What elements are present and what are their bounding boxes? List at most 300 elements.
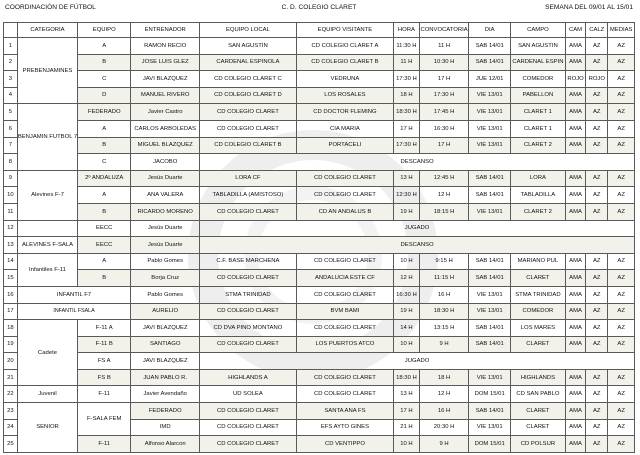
table-row xyxy=(4,386,635,403)
campo-cell: LORA xyxy=(510,170,565,187)
hora-cell: 21 H xyxy=(394,419,419,436)
entrenador-cell: JOSE LUIS GLEZ xyxy=(131,54,200,71)
calz-cell: AZ xyxy=(586,303,608,320)
category-cell-infantil-fsala: INFANTIL FSALA xyxy=(17,303,130,320)
medias-cell: AZ xyxy=(608,170,635,187)
table-row xyxy=(4,71,635,88)
dia-cell: SAB 14/01 xyxy=(469,320,510,337)
row-number: 3 xyxy=(4,71,18,88)
row-number: 8 xyxy=(4,154,18,171)
campo-cell: LOS MARES xyxy=(510,320,565,337)
column-header-hora: HORA xyxy=(394,23,419,38)
row-number: 7 xyxy=(4,137,18,154)
category-cell-prebenjamines: PREBENJAMINES xyxy=(17,38,77,104)
visitor-team-cell: CD DOCTOR FLEMING xyxy=(296,104,394,121)
visitor-team-cell: CD COLEGIO CLARET B xyxy=(296,54,394,71)
visitor-team-cell: CD COLEGIO CLARET xyxy=(296,170,394,187)
convocatoria-cell: 17:30 H xyxy=(419,87,469,104)
medias-cell: AZ xyxy=(608,303,635,320)
table-row xyxy=(4,104,635,121)
category-cell-infantiles-f11: Infantiles F-11 xyxy=(17,253,77,286)
medias-cell: AZ xyxy=(608,54,635,71)
local-team-cell: LORA CF xyxy=(200,170,297,187)
equipo-cell: FEDERADO xyxy=(78,104,131,121)
entrenador-cell: Pablo Gomes xyxy=(131,253,200,270)
calz-cell: AZ xyxy=(586,170,608,187)
local-team-cell: CD COLEGIO CLARET xyxy=(200,403,297,420)
column-header-equipo: EQUIPO xyxy=(78,23,131,38)
equipo-cell: A xyxy=(78,38,131,55)
campo-cell: HIGHLANDS xyxy=(510,369,565,386)
visitor-team-cell: ANDALUCIA ESTE CF xyxy=(296,270,394,287)
hora-cell: 19 H xyxy=(394,303,419,320)
medias-cell: AZ xyxy=(608,38,635,55)
convocatoria-cell: 17 H xyxy=(419,71,469,88)
match-status-note: DESCANSO xyxy=(200,154,635,171)
cam-cell: AMA xyxy=(565,187,585,204)
cam-cell: AMA xyxy=(565,303,585,320)
equipo-cell: F-11 xyxy=(78,386,131,403)
calz-cell: AZ xyxy=(586,137,608,154)
convocatoria-cell: 18 H xyxy=(419,369,469,386)
dia-cell: VIE 13/01 xyxy=(469,303,510,320)
calz-cell: AZ xyxy=(586,87,608,104)
column-header-campo: CAMPO xyxy=(510,23,565,38)
medias-cell: AZ xyxy=(608,419,635,436)
medias-cell: AZ xyxy=(608,253,635,270)
visitor-team-cell: CIA MARIA xyxy=(296,120,394,137)
calz-cell: AZ xyxy=(586,104,608,121)
convocatoria-cell: 12 H xyxy=(419,187,469,204)
table-row xyxy=(4,253,635,270)
cam-cell: AMA xyxy=(565,403,585,420)
campo-cell: CLARET 1 xyxy=(510,104,565,121)
entrenador-cell: Javier Castro xyxy=(131,104,200,121)
hora-cell: 14 H xyxy=(394,320,419,337)
campo-cell: MARIANO PUL xyxy=(510,253,565,270)
medias-cell: AZ xyxy=(608,369,635,386)
campo-cell: CLARET 1 xyxy=(510,120,565,137)
local-team-cell: CD COLEGIO CLARET C xyxy=(200,71,297,88)
equipo-cell: A xyxy=(78,187,131,204)
entrenador-cell: RAMON RECIO xyxy=(131,38,200,55)
table-row xyxy=(4,403,635,420)
match-status-note: JUGADO xyxy=(200,220,635,237)
visitor-team-cell: VEDRUNA xyxy=(296,71,394,88)
row-number: 22 xyxy=(4,386,18,403)
visitor-team-cell: CD COLEGIO CLARET xyxy=(296,187,394,204)
calz-cell: ROJO xyxy=(586,71,608,88)
row-number: 10 xyxy=(4,187,18,204)
sheet-header xyxy=(3,4,635,16)
hora-cell: 10 H xyxy=(394,336,419,353)
entrenador-cell: ANA VALERA xyxy=(131,187,200,204)
calz-cell: AZ xyxy=(586,203,608,220)
row-number: 15 xyxy=(4,270,18,287)
equipo-cell: B xyxy=(78,270,131,287)
visitor-team-cell: CD COLEGIO CLARET xyxy=(296,320,394,337)
convocatoria-cell: 18:30 H xyxy=(419,303,469,320)
column-header-convocatoria: CONVOCATORIA xyxy=(419,23,469,38)
category-cell-infantil-f7: INFANTIL F7 xyxy=(17,286,130,303)
equipo-cell: F-11 B xyxy=(78,336,131,353)
campo-cell: CD POLSUR xyxy=(510,436,565,453)
column-header-categoria: CATEGORIA xyxy=(17,23,77,38)
cam-cell: AMA xyxy=(565,104,585,121)
local-team-cell: HIGHLANDS A xyxy=(200,369,297,386)
header-week-range: SEMANA DEL 09/01 AL 15/01 xyxy=(545,4,633,11)
visitor-team-cell: BVM BAMI xyxy=(296,303,394,320)
medias-cell: AZ xyxy=(608,386,635,403)
table-row xyxy=(4,270,635,287)
column-header-entrenador: ENTRENADOR xyxy=(131,23,200,38)
medias-cell: AZ xyxy=(608,403,635,420)
calz-cell: AZ xyxy=(586,419,608,436)
hora-cell: 17 H xyxy=(394,403,419,420)
dia-cell: SAB 14/01 xyxy=(469,403,510,420)
medias-cell: AZ xyxy=(608,320,635,337)
entrenador-cell: Jesús Duarte xyxy=(131,170,200,187)
cam-cell: AMA xyxy=(565,369,585,386)
dia-cell: VIE 13/01 xyxy=(469,203,510,220)
visitor-team-cell: SANTA ANA FS xyxy=(296,403,394,420)
dia-cell: SAB 14/01 xyxy=(469,253,510,270)
visitor-team-cell: CD COLEGIO CLARET xyxy=(296,253,394,270)
equipo-cell: FS B xyxy=(78,369,131,386)
local-team-cell: CD COLEGIO CLARET xyxy=(200,303,297,320)
category-cell-benjamin: BENJAMIN FUTBOL 7 xyxy=(17,104,77,170)
row-number: 17 xyxy=(4,303,18,320)
row-number: 13 xyxy=(4,237,18,254)
hora-cell: 12 H xyxy=(394,270,419,287)
local-team-cell: CD COLEGIO CLARET xyxy=(200,336,297,353)
cam-cell: ROJO xyxy=(565,71,585,88)
visitor-team-cell: CD COLEGIO CLARET A xyxy=(296,38,394,55)
table-row xyxy=(4,187,635,204)
table-row xyxy=(4,170,635,187)
dia-cell: SAB 14/01 xyxy=(469,270,510,287)
dia-cell: SAB 14/01 xyxy=(469,336,510,353)
row-number: 9 xyxy=(4,170,18,187)
column-header-cam: CAM xyxy=(565,23,585,38)
medias-cell: AZ xyxy=(608,87,635,104)
equipo-cell: C xyxy=(78,154,131,171)
entrenador-cell: Borja Cruz xyxy=(131,270,200,287)
convocatoria-cell: 12 H xyxy=(419,386,469,403)
cam-cell: AMA xyxy=(565,170,585,187)
medias-cell: AZ xyxy=(608,270,635,287)
hora-cell: 19 H xyxy=(394,203,419,220)
hora-cell: 11:30 H xyxy=(394,38,419,55)
convocatoria-cell: 9 H xyxy=(419,436,469,453)
local-team-cell: CD COLEGIO CLARET xyxy=(200,270,297,287)
calz-cell: AZ xyxy=(586,336,608,353)
category-cell-cadete: Cadete xyxy=(17,320,77,386)
row-number: 24 xyxy=(4,419,18,436)
local-team-cell: CD COLEGIO CLARET xyxy=(200,203,297,220)
row-number: 20 xyxy=(4,353,18,370)
cam-cell: AMA xyxy=(565,386,585,403)
visitor-team-cell: CD VENTIPPO xyxy=(296,436,394,453)
table-row xyxy=(4,38,635,55)
calz-cell: AZ xyxy=(586,253,608,270)
equipo-cell: FS A xyxy=(78,353,131,370)
dia-cell: DOM 15/01 xyxy=(469,436,510,453)
equipo-cell: A xyxy=(78,253,131,270)
hora-cell: 13 H xyxy=(394,386,419,403)
schedule-table xyxy=(3,22,635,453)
table-row xyxy=(4,54,635,71)
dia-cell: JUE 12/01 xyxy=(469,71,510,88)
equipo-cell: F-11 xyxy=(78,436,131,453)
entrenador-cell: CARLOS ARBOLEDAS xyxy=(131,120,200,137)
row-number: 11 xyxy=(4,203,18,220)
campo-cell: STMA TRINIDAD xyxy=(510,286,565,303)
table-row xyxy=(4,320,635,337)
cam-cell: AMA xyxy=(565,320,585,337)
equipo-group-fsala-fem: F-SALA FEM xyxy=(78,403,131,436)
calz-cell: AZ xyxy=(586,270,608,287)
dia-cell: VIE 13/01 xyxy=(469,369,510,386)
campo-cell: CLARET xyxy=(510,270,565,287)
category-cell-juvenil: Juvenil xyxy=(17,386,77,403)
hora-cell: 12:30 H xyxy=(394,187,419,204)
row-number: 19 xyxy=(4,336,18,353)
entrenador-cell: JAVI BLAZQUEZ xyxy=(131,353,200,370)
entrenador-cell: Pablo Gomes xyxy=(131,286,200,303)
visitor-team-cell: CD COLEGIO CLARET xyxy=(296,369,394,386)
table-row xyxy=(4,87,635,104)
table-row xyxy=(4,353,635,370)
equipo-cell: B xyxy=(78,137,131,154)
calz-cell: AZ xyxy=(586,187,608,204)
local-team-cell: SAN AGUSTIN xyxy=(200,38,297,55)
dia-cell: DOM 15/01 xyxy=(469,386,510,403)
visitor-team-cell: LOS ROSALES xyxy=(296,87,394,104)
row-number: 21 xyxy=(4,369,18,386)
calz-cell: AZ xyxy=(586,369,608,386)
medias-cell: AZ xyxy=(608,71,635,88)
column-header-calz: CALZ xyxy=(586,23,608,38)
calz-cell: AZ xyxy=(586,386,608,403)
column-header-dia: DIA xyxy=(469,23,510,38)
local-team-cell: CARDENAL ESPINOLA xyxy=(200,54,297,71)
cam-cell: AMA xyxy=(565,137,585,154)
calz-cell: AZ xyxy=(586,436,608,453)
entrenador-cell: AURELIO xyxy=(131,303,200,320)
hora-cell: 13 H xyxy=(394,170,419,187)
match-status-note: JUGADO xyxy=(200,353,635,370)
convocatoria-cell: 9 H xyxy=(419,336,469,353)
cam-cell: AMA xyxy=(565,436,585,453)
dia-cell: VIE 13/01 xyxy=(469,87,510,104)
hora-cell: 17 H xyxy=(394,120,419,137)
dia-cell: VIE 13/01 xyxy=(469,286,510,303)
entrenador-cell: MIGUEL BLAZQUEZ xyxy=(131,137,200,154)
table-row xyxy=(4,237,635,254)
cam-cell: AMA xyxy=(565,38,585,55)
hora-cell: 10 H xyxy=(394,253,419,270)
hora-cell: 10 H xyxy=(394,436,419,453)
category-cell-senior: SENIOR xyxy=(17,403,77,453)
visitor-team-cell: CD COLEGIO CLARET xyxy=(296,386,394,403)
hora-cell: 17:30 H xyxy=(394,71,419,88)
equipo-cell: EECC xyxy=(78,220,131,237)
convocatoria-cell: 11:15 H xyxy=(419,270,469,287)
table-header-row xyxy=(4,23,635,38)
hora-cell: 11 H xyxy=(394,54,419,71)
medias-cell: AZ xyxy=(608,120,635,137)
table-row xyxy=(4,137,635,154)
category-cell-alevines-fsala: ALEVINES F-SALA xyxy=(17,237,77,254)
campo-cell: CARDENAL ESPIN xyxy=(510,54,565,71)
cam-cell: AMA xyxy=(565,203,585,220)
local-team-cell: C.F. BASE MARCHENA xyxy=(200,253,297,270)
dia-cell: SAB 14/01 xyxy=(469,170,510,187)
calz-cell: AZ xyxy=(586,403,608,420)
hora-cell: 18:30 H xyxy=(394,104,419,121)
local-team-cell: STMA TRINIDAD xyxy=(200,286,297,303)
convocatoria-cell: 16:30 H xyxy=(419,120,469,137)
entrenador-cell: JUAN PABLO R. xyxy=(131,369,200,386)
convocatoria-cell: 16 H xyxy=(419,286,469,303)
calz-cell: AZ xyxy=(586,286,608,303)
convocatoria-cell: 16 H xyxy=(419,403,469,420)
table-row xyxy=(4,220,635,237)
medias-cell: AZ xyxy=(608,336,635,353)
convocatoria-cell: 13:15 H xyxy=(419,320,469,337)
cam-cell: AMA xyxy=(565,270,585,287)
row-number: 25 xyxy=(4,436,18,453)
campo-cell: CLARET 2 xyxy=(510,137,565,154)
row-number: 1 xyxy=(4,38,18,55)
calz-cell: AZ xyxy=(586,38,608,55)
local-team-cell: CD COLEGIO CLARET xyxy=(200,104,297,121)
cam-cell: AMA xyxy=(565,336,585,353)
campo-cell: CLARET xyxy=(510,336,565,353)
entrenador-cell: Alfonso Alarcon xyxy=(131,436,200,453)
dia-cell: VIE 13/01 xyxy=(469,104,510,121)
table-row xyxy=(4,336,635,353)
hora-cell: 17:30 H xyxy=(394,137,419,154)
row-number: 12 xyxy=(4,220,18,237)
hora-cell: 16:30 H xyxy=(394,286,419,303)
campo-cell: TABLADILLA xyxy=(510,187,565,204)
campo-cell: CD SAN PABLO xyxy=(510,386,565,403)
cam-cell: AMA xyxy=(565,54,585,71)
column-header-number xyxy=(4,23,18,38)
campo-cell: COMEDOR xyxy=(510,303,565,320)
local-team-cell: CD COLEGIO CLARET D xyxy=(200,87,297,104)
dia-cell: SAB 14/01 xyxy=(469,54,510,71)
table-row xyxy=(4,369,635,386)
row-number: 16 xyxy=(4,286,18,303)
equipo-cell: EECC xyxy=(78,237,131,254)
cam-cell: AMA xyxy=(565,253,585,270)
entrenador-cell: RICARDO MORENO xyxy=(131,203,200,220)
column-header-medias: MEDIAS xyxy=(608,23,635,38)
medias-cell: AZ xyxy=(608,187,635,204)
medias-cell: AZ xyxy=(608,286,635,303)
column-header-equipo-visitante: EQUIPO VISITANTE xyxy=(296,23,394,38)
visitor-team-cell: CD AN ANDALUS B xyxy=(296,203,394,220)
table-row xyxy=(4,436,635,453)
convocatoria-cell: 10:30 H xyxy=(419,54,469,71)
dia-cell: SAB 14/01 xyxy=(469,38,510,55)
local-team-cell: CD COLEGIO CLARET B xyxy=(200,137,297,154)
entrenador-cell: IMD xyxy=(131,419,200,436)
dia-cell: VIE 13/01 xyxy=(469,137,510,154)
local-team-cell: CD COLEGIO CLARET xyxy=(200,419,297,436)
equipo-cell: 2º ANDALUZA xyxy=(78,170,131,187)
header-center-title: C. D. COLEGIO CLARET xyxy=(281,4,357,11)
convocatoria-cell: 9:15 H xyxy=(419,253,469,270)
row-number: 2 xyxy=(4,54,18,71)
cam-cell: AMA xyxy=(565,87,585,104)
equipo-cell: B xyxy=(78,54,131,71)
local-team-cell: CD COLEGIO CLARET xyxy=(200,436,297,453)
medias-cell: AZ xyxy=(608,104,635,121)
equipo-cell: A xyxy=(78,120,131,137)
row-number: 6 xyxy=(4,120,18,137)
entrenador-cell: FEDERADO xyxy=(131,403,200,420)
entrenador-cell: JAVI BLAZQUEZ xyxy=(131,71,200,88)
visitor-team-cell: CD COLEGIO CLARET xyxy=(296,286,394,303)
convocatoria-cell: 12:45 H xyxy=(419,170,469,187)
table-row xyxy=(4,120,635,137)
column-header-equipo-local: EQUIPO LOCAL xyxy=(200,23,297,38)
local-team-cell: UD SOLEA xyxy=(200,386,297,403)
equipo-cell: F-11 A xyxy=(78,320,131,337)
medias-cell: AZ xyxy=(608,436,635,453)
entrenador-cell: Javier Avendaño xyxy=(131,386,200,403)
calz-cell: AZ xyxy=(586,120,608,137)
dia-cell: VIE 13/01 xyxy=(469,120,510,137)
table-row xyxy=(4,286,635,303)
header-left-title: COORDINACIÓN DE FÚTBOL xyxy=(5,4,96,11)
visitor-team-cell: PORTACELI xyxy=(296,137,394,154)
campo-cell: SAN AGUSTIN xyxy=(510,38,565,55)
dia-cell: SAB 14/01 xyxy=(469,187,510,204)
campo-cell: COMEDOR xyxy=(510,71,565,88)
entrenador-cell: MANUEL RIVERO xyxy=(131,87,200,104)
cam-cell: AMA xyxy=(565,120,585,137)
table-row xyxy=(4,203,635,220)
equipo-cell: B xyxy=(78,203,131,220)
local-team-cell: CD COLEGIO CLARET xyxy=(200,120,297,137)
entrenador-cell: Jesús Duarte xyxy=(131,237,200,254)
local-team-cell: TABLADILLA (AMISTOSO) xyxy=(200,187,297,204)
row-number: 23 xyxy=(4,403,18,420)
convocatoria-cell: 20:30 H xyxy=(419,419,469,436)
cam-cell: AMA xyxy=(565,286,585,303)
calz-cell: AZ xyxy=(586,54,608,71)
campo-cell: CLARET xyxy=(510,419,565,436)
convocatoria-cell: 17 H xyxy=(419,137,469,154)
campo-cell: CLARET 2 xyxy=(510,203,565,220)
convocatoria-cell: 11 H xyxy=(419,38,469,55)
hora-cell: 18 H xyxy=(394,87,419,104)
entrenador-cell: JACOBO xyxy=(131,154,200,171)
table-row xyxy=(4,154,635,171)
convocatoria-cell: 17:45 H xyxy=(419,104,469,121)
entrenador-cell: JAVI BLAZQUEZ xyxy=(131,320,200,337)
medias-cell: AZ xyxy=(608,137,635,154)
equipo-cell: D xyxy=(78,87,131,104)
match-status-note: DESCANSO xyxy=(200,237,635,254)
dia-cell: VIE 13/01 xyxy=(469,419,510,436)
campo-cell: PABELLON xyxy=(510,87,565,104)
